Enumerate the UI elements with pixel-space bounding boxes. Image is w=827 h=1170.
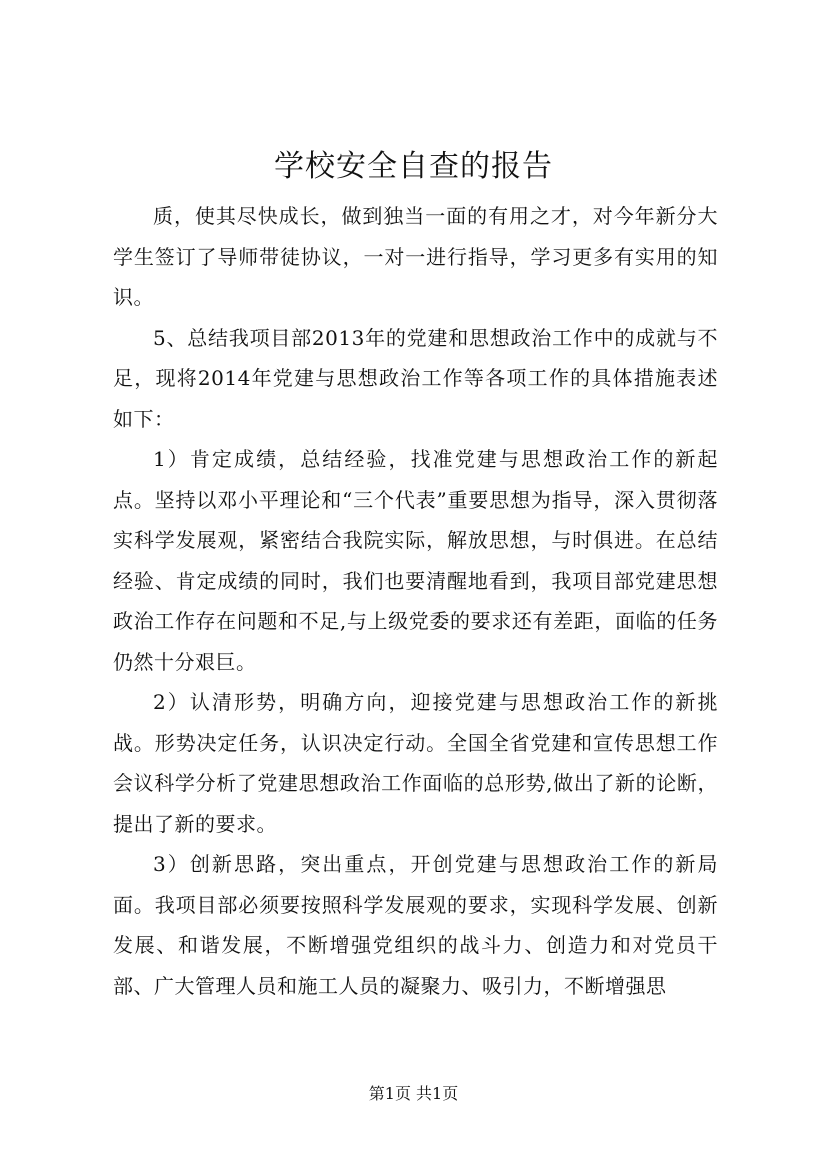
paragraph: 3）创新思路，突出重点，开创党建与思想政治工作的新局面。我项目部必须要按照科学发展观的要求，实现科学发展、创新发展、和谐发展，不断增强党组织的战斗力、创造力和对党员干部、广大管理人员和施工人员的凝聚力、吸引力，不断增强思 bbox=[113, 852, 718, 998]
document-body bbox=[113, 196, 718, 1006]
document-title: 学校安全自查的报告 bbox=[274, 149, 553, 184]
paragraph: 质，使其尽快成长，做到独当一面的有用之才，对今年新分大学生签订了导师带徒协议，一对一进行指导，学习更多有实用的知识。 bbox=[113, 204, 718, 309]
paragraph: 5、总结我项目部2013年的党建和思想政治工作中的成就与不足，现将2014年党建与思想政治工作等各项工作的具体措施表述如下： bbox=[113, 325, 718, 431]
paragraph: 1）肯定成绩，总结经验，找准党建与思想政治工作的新起点。坚持以邓小平理论和“三个代表”重要思想为指导，深入贯彻落实科学发展观，紧密结合我院实际，解放思想，与时俱进。在总结经验、肯定成绩的同时，我们也要清醒地看到，我项目部党建思想政治工作存在问题和不足,与上级党委的要求还有差距，面临的任务仍然十分艰巨。 bbox=[113, 447, 718, 674]
page-footer: 第1页 共1页 bbox=[368, 1084, 459, 1103]
paragraph: 2）认清形势，明确方向，迎接党建与思想政治工作的新挑战。形势决定任务，认识决定行动。全国全省党建和宣传思想工作会议科学分析了党建思想政治工作面临的总形势,做出了新的论断，提出了新的要求。 bbox=[113, 690, 718, 836]
